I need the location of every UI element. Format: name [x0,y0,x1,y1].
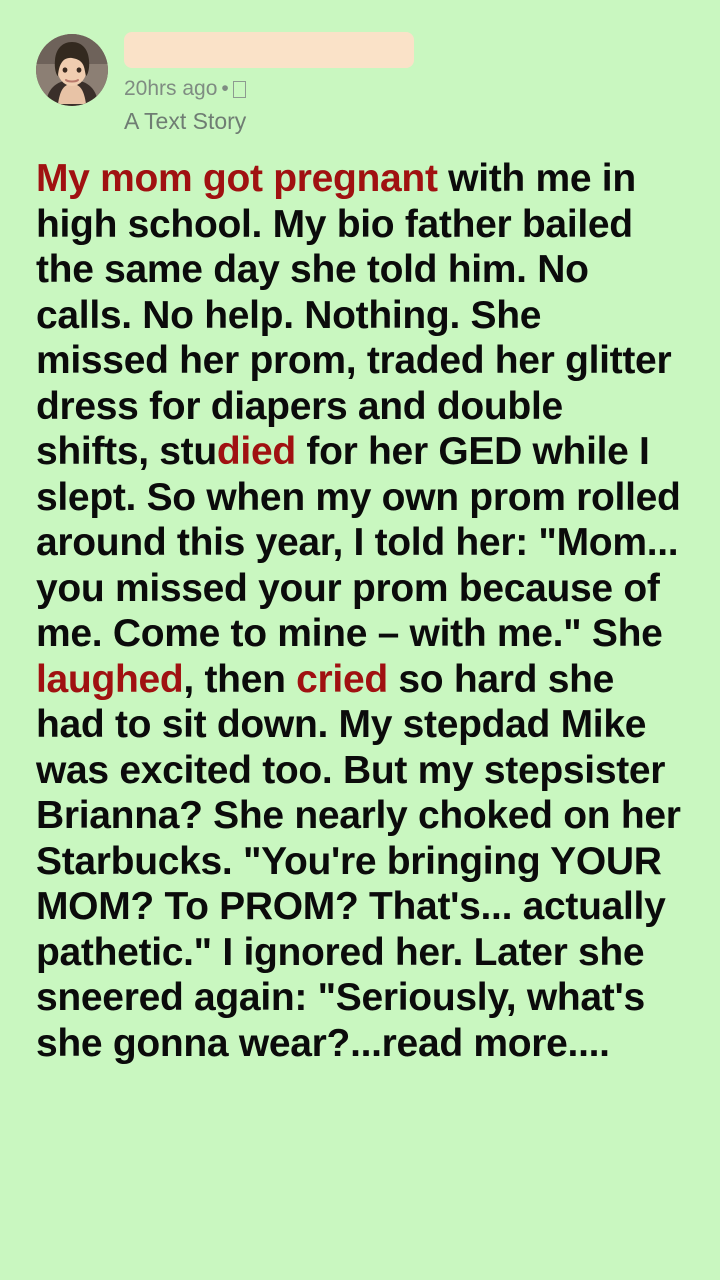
post-timestamp: 20hrs ago [124,77,218,100]
story-highlight: My mom got pregnant [36,157,438,200]
globe-icon [233,81,246,98]
story-highlight: cried [296,657,388,701]
post-header-text [124,30,684,136]
story-body [36,156,684,1066]
post-meta [124,74,684,104]
post-subtitle: A Text Story [124,108,247,134]
avatar-photo [36,34,108,106]
story-text: with me in high school. My bio father bailed the same day she told him. No calls. No help. Nothing. She missed her prom, traded her glitter dress for diapers and double shifts, stu [36,157,672,473]
post-header [36,30,684,150]
story-text: so hard she had to sit down. My stepdad Mike was excited too. But my stepsister Brianna? She nearly choked on her Starbucks. "You're bringing YOUR MOM? To PROM? That's... actually pathetic." I ignored her. Later she sneered again: "Seriously, what's she gonna wear?...read more.... [36,657,681,1065]
meta-separator: • [221,77,229,100]
story-highlight: laughed [36,657,184,701]
author-name-placeholder [124,32,414,68]
story-text: for her GED while I slept. So when my own prom rolled around this year, I told her: "Mom... you missed your prom because of me. Come to mine – with me." She [36,430,681,655]
story-text: , then [183,657,297,701]
avatar[interactable] [36,34,108,106]
story-highlight: died [216,430,296,473]
